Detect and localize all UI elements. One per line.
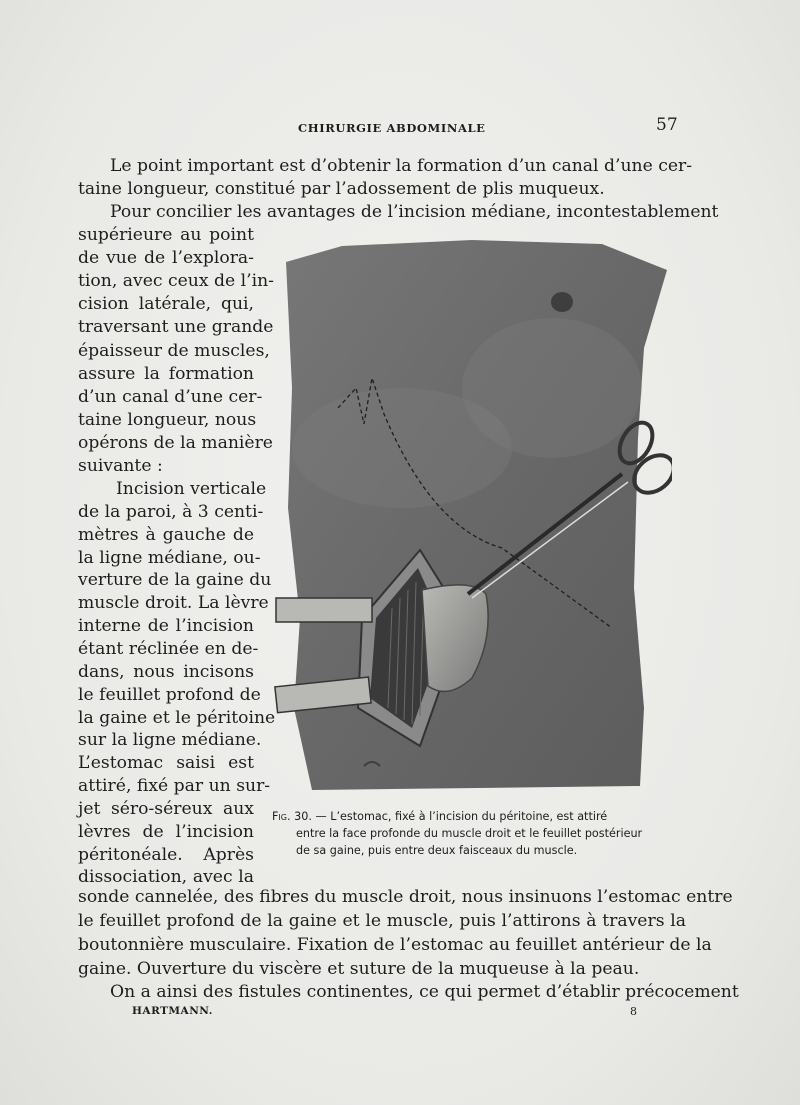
text-line: le feuillet profond de la gaine et le muscle, puis l’attirons à travers la <box>78 911 686 931</box>
text-line: dans, nous incisons <box>78 661 254 682</box>
text-line: péritonéale. Après <box>78 844 254 865</box>
figure-label: Fig. 30. <box>272 810 312 823</box>
text-line: taine longueur, constitué par l’adossement de plis muqueux. <box>78 179 605 199</box>
text-line: Le point important est d’obtenir la formation d’un canal d’une cer- <box>110 156 693 176</box>
text-line: Pour concilier les avantages de l’incision médiane, incontestablement <box>110 202 719 222</box>
caption-line: entre la face profonde du muscle droit et le feuillet postérieur <box>296 827 643 840</box>
text-line: le feuillet profond de <box>78 684 261 705</box>
surgical-illustration <box>272 238 672 798</box>
text-line: L’estomac saisi est <box>78 753 254 774</box>
text-line: assure la formation <box>78 363 254 384</box>
text-line: dissociation, avec la <box>78 867 254 888</box>
text-line: jet séro-séreux aux <box>78 798 254 819</box>
text-line: tion, avec ceux de l’in- <box>78 271 274 292</box>
text-line: suivante : <box>78 456 163 476</box>
caption-line: — L’estomac, fixé à l’incision du péritoine, est attiré <box>315 810 608 823</box>
text-line: lèvres de l’incision <box>78 821 254 842</box>
text-line: On a ainsi des fistules continentes, ce qui permet d’établir précocement <box>110 982 739 1002</box>
printer-signature: HARTMANN. <box>132 1005 213 1017</box>
text-line: gaine. Ouverture du viscère et suture de la muqueuse à la peau. <box>78 959 640 979</box>
text-line: étant réclinée en de- <box>78 638 259 659</box>
torso-incision-drawing <box>272 238 672 798</box>
text-line: attiré, fixé par un sur- <box>78 776 271 797</box>
text-line: sonde cannelée, des fibres du muscle droit, nous insinuons l’estomac entre <box>78 887 733 907</box>
text-line: interne de l’incision <box>78 616 254 637</box>
text-line: muscle droit. La lèvre <box>78 593 269 614</box>
sheet-number: 8 <box>630 1005 637 1018</box>
page-number: 57 <box>656 115 678 135</box>
figure-caption <box>272 808 672 859</box>
text-line: boutonnière musculaire. Fixation de l’estomac au feuillet antérieur de la <box>78 935 712 955</box>
caption-line: de sa gaine, puis entre deux faisceaux du muscle. <box>296 844 578 857</box>
text-line: de vue de l’explora- <box>78 248 254 269</box>
running-title: CHIRURGIE ABDOMINALE <box>298 121 486 135</box>
text-line: traversant une grande <box>78 317 274 338</box>
text-line: supérieure au point <box>78 225 254 245</box>
text-line: taine longueur, nous <box>78 409 257 430</box>
text-line: de la paroi, à 3 centi- <box>78 501 264 522</box>
text-line: la gaine et le péritoine <box>78 707 276 728</box>
text-line: cision latérale, qui, <box>78 294 254 315</box>
text-line: épaisseur de muscles, <box>78 340 270 361</box>
text-line: opérons de la manière <box>78 432 273 453</box>
text-line: verture de la gaine du <box>78 570 272 591</box>
text-line: mètres à gauche de <box>78 524 254 545</box>
text-line: sur la ligne médiane. <box>78 730 262 751</box>
text-line: Incision verticale <box>116 479 267 499</box>
text-line: d’un canal d’une cer- <box>78 386 263 407</box>
text-line: la ligne médiane, ou- <box>78 547 261 568</box>
